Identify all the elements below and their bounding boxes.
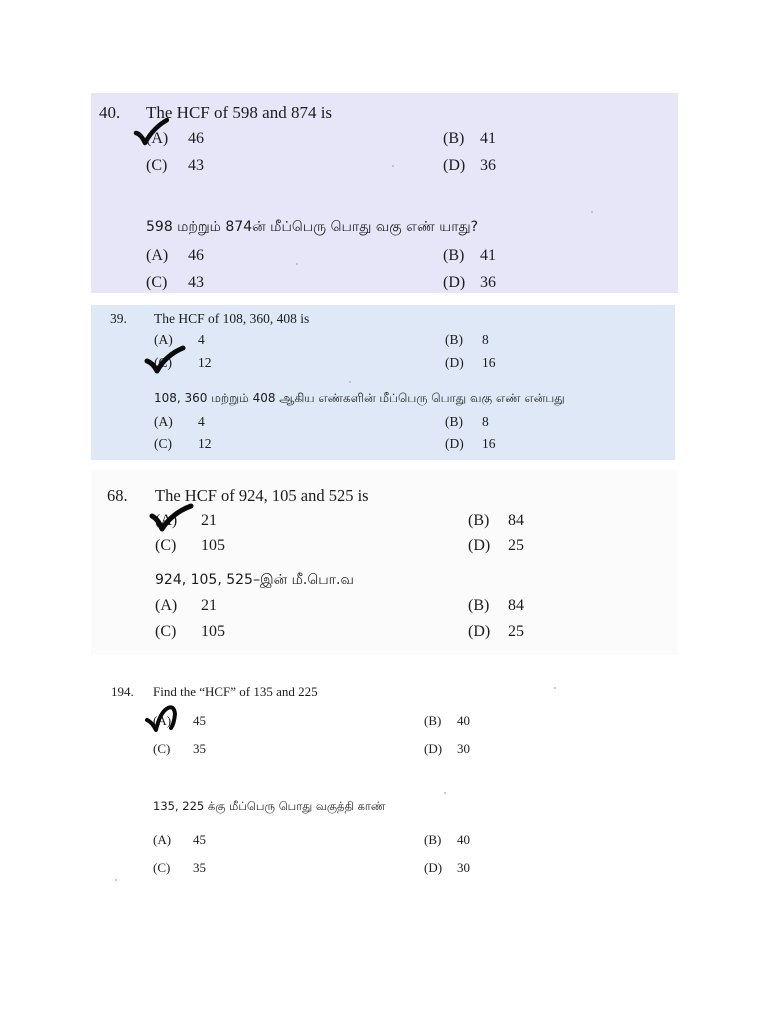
tamil-option-d-label: (D) xyxy=(445,436,464,451)
question-number: 39. xyxy=(110,311,127,326)
option-b-value: 8 xyxy=(482,332,489,347)
tamil-option-d-value: 36 xyxy=(480,274,496,291)
tamil-option-c-value: 43 xyxy=(188,274,204,291)
checkmark-icon xyxy=(148,503,194,533)
tamil-option-a-value: 45 xyxy=(193,832,206,847)
tamil-option-c-label: (C) xyxy=(153,860,171,875)
question-194-block xyxy=(91,665,678,890)
option-a-label: (A) xyxy=(154,332,173,347)
option-b-label: (B) xyxy=(443,130,465,147)
tamil-option-b-value: 40 xyxy=(457,832,470,847)
option-c-label: (C) xyxy=(153,741,171,756)
option-a-label: (A) xyxy=(146,130,169,147)
option-d-label: (D) xyxy=(445,355,464,370)
tamil-option-b-label: (B) xyxy=(424,832,442,847)
option-c-value: 43 xyxy=(188,157,204,174)
question-text-english: The HCF of 108, 360, 408 is xyxy=(154,311,310,326)
question-number: 194. xyxy=(111,684,134,699)
tamil-option-b-value: 84 xyxy=(508,597,524,614)
option-b-label: (B) xyxy=(424,713,442,728)
tamil-option-c-label: (C) xyxy=(146,274,168,291)
tamil-option-d-value: 30 xyxy=(457,860,470,875)
tamil-option-d-label: (D) xyxy=(424,860,443,875)
tamil-option-c-label: (C) xyxy=(155,623,177,640)
tamil-option-a-value: 21 xyxy=(201,597,217,614)
question-number: 40. xyxy=(99,103,121,122)
option-a-value: 21 xyxy=(201,512,217,529)
question-68-block xyxy=(91,470,678,655)
question-number: 68. xyxy=(107,486,128,505)
question-text-english: The HCF of 924, 105 and 525 is xyxy=(155,486,369,505)
tamil-option-c-value: 105 xyxy=(201,623,225,640)
option-c-value: 12 xyxy=(198,355,212,370)
checkmark-icon xyxy=(144,702,186,734)
tamil-option-d-value: 16 xyxy=(482,436,496,451)
question-text-tamil: 135, 225 க்கு மீப்பெரு பொது வகுத்தி காண் xyxy=(153,799,386,813)
tamil-option-a-label: (A) xyxy=(155,597,178,614)
option-b-label: (B) xyxy=(445,332,463,347)
tamil-option-a-value: 4 xyxy=(198,414,205,429)
checkmark-icon xyxy=(133,117,169,147)
option-b-value: 84 xyxy=(508,512,524,529)
tamil-option-d-label: (D) xyxy=(443,274,466,291)
option-a-label: (A) xyxy=(153,713,172,728)
question-text-tamil: 924, 105, 525–இன் மீ.பொ.வ xyxy=(155,572,354,588)
tamil-option-d-value: 25 xyxy=(508,623,524,640)
option-c-value: 105 xyxy=(201,537,225,554)
option-b-value: 40 xyxy=(457,713,470,728)
question-text-english: The HCF of 598 and 874 is xyxy=(146,103,333,122)
option-d-label: (D) xyxy=(443,157,466,174)
tamil-option-c-label: (C) xyxy=(154,436,172,451)
question-text-tamil: 598 மற்றும் 874ன் மீப்பெரு பொது வகு எண் யாது? xyxy=(146,219,479,235)
option-c-value: 35 xyxy=(193,741,206,756)
option-b-value: 41 xyxy=(480,130,496,147)
question-39-block xyxy=(91,305,675,460)
option-c-label: (C) xyxy=(154,355,172,370)
option-c-label: (C) xyxy=(146,157,168,174)
tamil-option-a-value: 46 xyxy=(188,247,204,264)
question-40-block xyxy=(91,93,678,293)
tamil-option-d-label: (D) xyxy=(468,623,491,640)
checkmark-icon xyxy=(144,345,186,375)
option-c-label: (C) xyxy=(155,537,177,554)
tamil-option-a-label: (A) xyxy=(153,832,172,847)
tamil-option-a-label: (A) xyxy=(154,414,173,429)
option-d-value: 36 xyxy=(480,157,496,174)
option-d-value: 25 xyxy=(508,537,524,554)
option-a-value: 4 xyxy=(198,332,205,347)
tamil-option-c-value: 12 xyxy=(198,436,212,451)
question-text-tamil: 108, 360 மற்றும் 408 ஆகிய எண்களின் மீப்பெரு பொது வகு எண் என்பது xyxy=(154,391,565,405)
option-d-value: 30 xyxy=(457,741,470,756)
option-d-label: (D) xyxy=(424,741,443,756)
option-a-label: (A) xyxy=(155,512,178,529)
option-a-value: 45 xyxy=(193,713,206,728)
tamil-option-b-label: (B) xyxy=(445,414,463,429)
option-b-label: (B) xyxy=(468,512,490,529)
tamil-option-b-label: (B) xyxy=(443,247,465,264)
tamil-option-c-value: 35 xyxy=(193,860,206,875)
option-d-value: 16 xyxy=(482,355,496,370)
tamil-option-a-label: (A) xyxy=(146,247,169,264)
option-d-label: (D) xyxy=(468,537,491,554)
option-a-value: 46 xyxy=(188,130,204,147)
tamil-option-b-value: 8 xyxy=(482,414,489,429)
tamil-option-b-label: (B) xyxy=(468,597,490,614)
question-text-english: Find the “HCF” of 135 and 225 xyxy=(153,684,318,699)
tamil-option-b-value: 41 xyxy=(480,247,496,264)
